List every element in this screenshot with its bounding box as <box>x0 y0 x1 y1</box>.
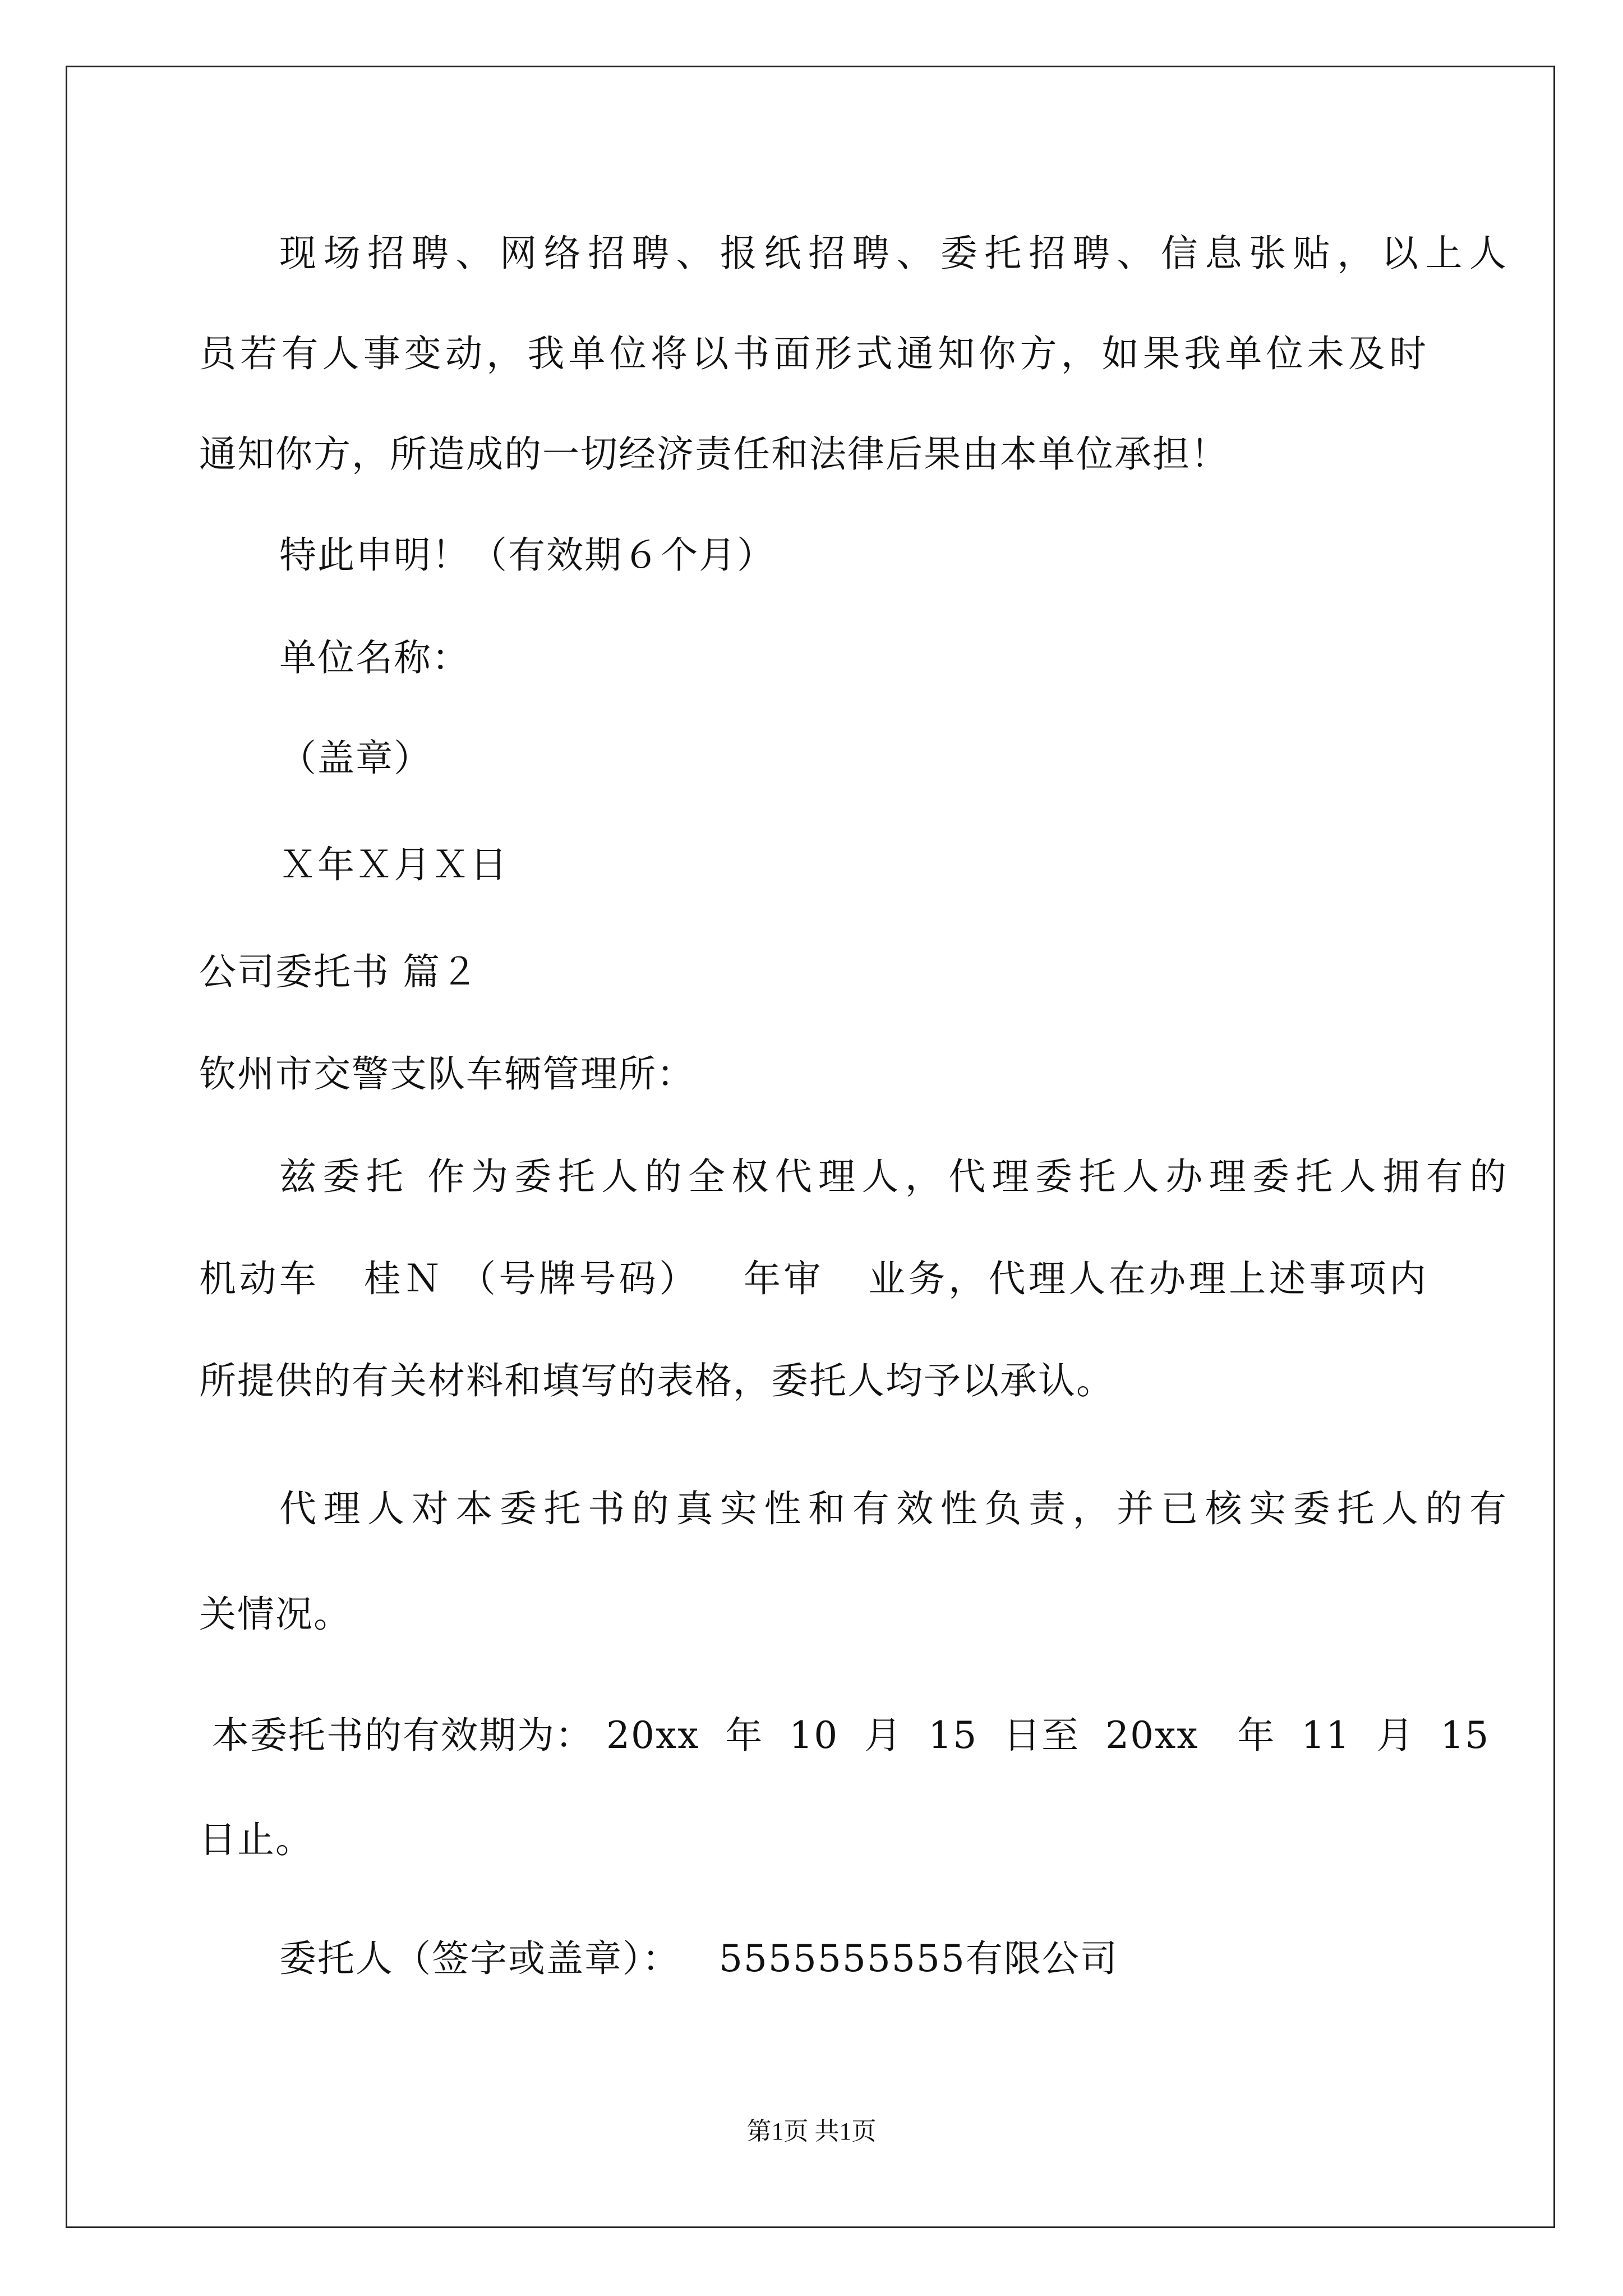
paragraph-line: 机动车 桂Ｎ （号牌号码） 年审 业务，代理人在办理上述事项内 <box>199 1257 1427 1300</box>
signature-line: 委托人（签字或盖章）： 5555555555有限公司 <box>279 1937 1118 1980</box>
paragraph-line: 日止。 <box>199 1818 313 1861</box>
paragraph-line: 现场招聘、网络招聘、报纸招聘、委托招聘、信息张贴，以上人 <box>279 232 1507 275</box>
declaration-line: 特此申明！（有效期６个月） <box>279 533 775 577</box>
page-border <box>66 66 1555 2228</box>
validity-line: 本委托书的有效期为： 20xx 年 10 月 15 日至 20xx 年 11 月 15 <box>199 1714 1490 1757</box>
seal-label: （盖章） <box>279 737 432 780</box>
section-title: 公司委托书 篇２ <box>199 950 479 993</box>
page-footer: 第1页 共1页 <box>746 2118 877 2145</box>
paragraph-line: 所提供的有关材料和填写的表格，委托人均予以承认。 <box>199 1359 1114 1402</box>
date-line: Ｘ年Ｘ月Ｘ日 <box>279 843 508 886</box>
unit-name-label: 单位名称： <box>279 636 470 679</box>
paragraph-line: 员若有人事变动，我单位将以书面形式通知你方，如果我单位未及时 <box>199 332 1427 375</box>
paragraph-line: 代理人对本委托书的真实性和有效性负责，并已核实委托人的有 <box>279 1487 1507 1530</box>
paragraph-line: 关情况。 <box>199 1593 352 1636</box>
paragraph-line: 兹委托 作为委托人的全权代理人，代理委托人办理委托人拥有的 <box>279 1155 1507 1198</box>
paragraph-line: 通知你方，所造成的一切经济责任和法律后果由本单位承担！ <box>199 432 1229 476</box>
addressee-line: 钦州市交警支队车辆管理所： <box>199 1052 695 1096</box>
